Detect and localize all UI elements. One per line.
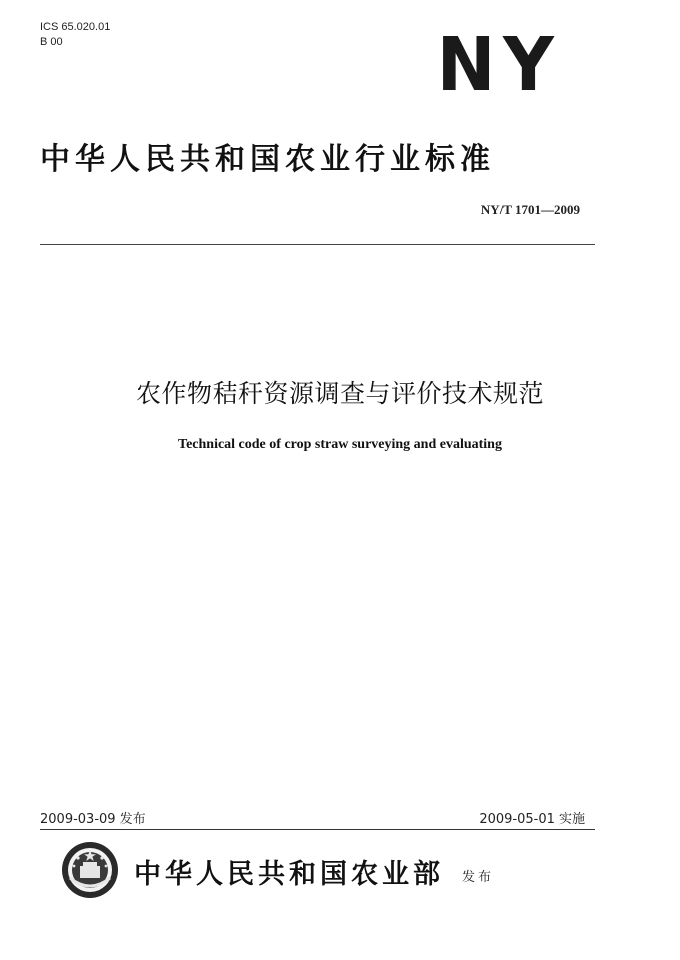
ny-logo: NY [437,22,562,108]
issued-label: 发布 [462,870,495,885]
standard-number: NY/T 1701—2009 [480,202,580,217]
implementation-date: 2009-05-01 实施 [479,812,585,827]
ics-code: ICS 65.020.01 [40,21,111,33]
standard-type-title: 中华人民共和国农业行业标准 [40,142,495,177]
issuing-ministry: 中华人民共和国农业部 [134,859,444,890]
national-emblem-icon [60,840,120,900]
document-title-en: Technical code of crop straw surveying and evaluating [178,437,502,452]
ccs-code: B 00 [40,36,63,48]
bottom-divider [40,829,595,830]
classification-codes [40,20,110,50]
top-divider [40,244,595,245]
issue-date: 2009-03-09 发布 [40,812,146,827]
document-title-cn: 农作物秸秆资源调查与评价技术规范 [135,379,544,408]
